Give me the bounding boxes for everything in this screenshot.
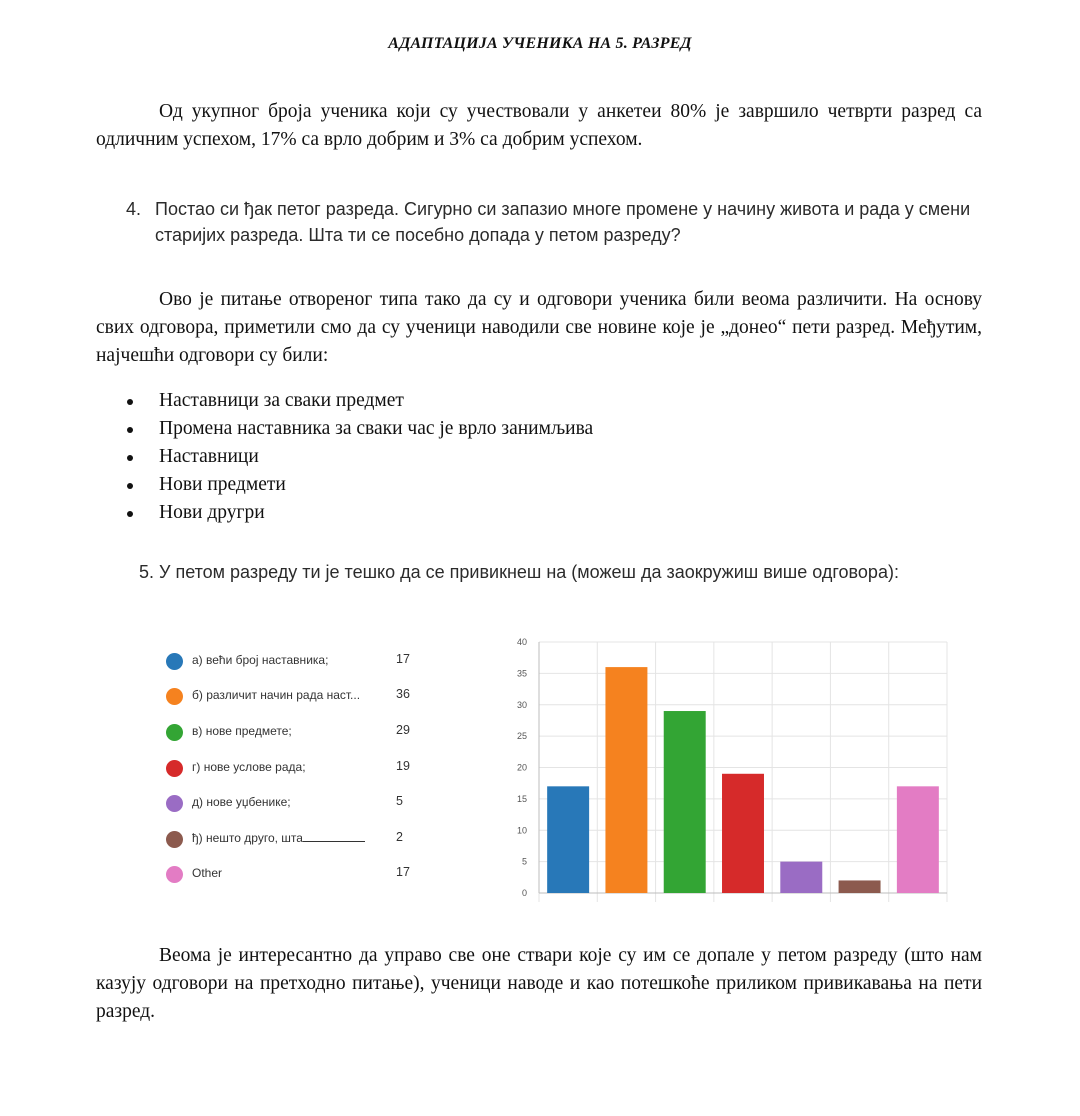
legend-label: Other xyxy=(192,866,223,880)
legend-item xyxy=(166,828,426,850)
legend-item xyxy=(166,792,426,814)
bar xyxy=(547,786,589,893)
legend-value: 19 xyxy=(396,759,410,773)
bar xyxy=(605,667,647,893)
list-item: Нови другри xyxy=(96,499,896,527)
legend-label: ђ) нешто друго, шта xyxy=(192,831,365,845)
question-4-number: 4. xyxy=(126,199,142,219)
bullet-icon xyxy=(127,511,133,517)
bar xyxy=(839,880,881,893)
legend-item xyxy=(166,757,426,779)
y-tick-label: 5 xyxy=(521,856,527,867)
document-title: АДАПТАЦИЈА УЧЕНИКА НА 5. РАЗРЕД xyxy=(388,35,692,52)
bar xyxy=(897,786,939,893)
legend-swatch-icon xyxy=(166,866,183,883)
legend-label: г) нове услове рада; xyxy=(192,760,306,774)
bar xyxy=(664,711,706,893)
bar xyxy=(780,862,822,893)
legend-label: д) нове уџбенике; xyxy=(192,795,291,809)
legend-value: 5 xyxy=(396,794,403,808)
legend-value: 36 xyxy=(396,687,410,701)
legend-label: в) нове предмете; xyxy=(192,724,292,738)
legend-item xyxy=(166,685,426,707)
blank-line xyxy=(303,831,365,842)
y-tick-label: 0 xyxy=(521,888,527,898)
legend-swatch-icon xyxy=(166,760,183,777)
y-tick-label: 20 xyxy=(516,762,527,773)
bullet-icon xyxy=(127,483,133,489)
y-tick-label: 10 xyxy=(516,825,527,836)
bar-chart xyxy=(500,630,955,912)
list-item: Наставници за сваки предмет xyxy=(96,387,896,415)
list-item: Наставници xyxy=(96,443,896,471)
legend-value: 17 xyxy=(396,652,410,666)
list-item: Нови предмети xyxy=(96,471,896,499)
legend-item xyxy=(166,650,426,672)
legend-swatch-icon xyxy=(166,688,183,705)
legend-swatch-icon xyxy=(166,795,183,812)
legend-value: 17 xyxy=(396,865,410,879)
y-tick-label: 35 xyxy=(516,668,527,679)
bar xyxy=(722,774,764,893)
y-tick-label: 40 xyxy=(516,637,527,647)
bullet-icon xyxy=(127,455,133,461)
y-tick-label: 15 xyxy=(516,793,527,804)
legend-swatch-icon xyxy=(166,724,183,741)
bullet-icon xyxy=(127,427,133,433)
question-4-text: Постао си ђак петог разреда. Сигурно си запазио многе промене у начину живота и рада у смени старијих разреда. Шта ти се посебно допада у петом разреду? xyxy=(155,199,971,245)
legend-value: 2 xyxy=(396,830,403,844)
legend-label: б) различит начин рада наст... xyxy=(192,688,361,702)
legend-swatch-icon xyxy=(166,831,183,848)
legend-label: а) већи број наставника; xyxy=(192,653,329,667)
answers-bullet-list xyxy=(96,387,896,527)
legend-item xyxy=(166,863,426,885)
conclusion-paragraph: Веома је интересантно да управо све оне ствари које су им се допале у петом разреду (што нам казују одговори на претходно питање), ученици наводе и као потешкоће приликом привикавања на пети разред. xyxy=(96,945,982,1022)
bullet-icon xyxy=(127,399,133,405)
legend-value: 29 xyxy=(396,723,410,737)
legend-item xyxy=(166,721,426,743)
y-tick-label: 30 xyxy=(516,699,527,710)
list-item: Промена наставника за сваки час је врло занимљива xyxy=(96,415,896,443)
legend-swatch-icon xyxy=(166,653,183,670)
question-5: 5. У петом разреду ти је тешко да се привикнеш на (можеш да заокружиш више одговора): xyxy=(139,562,899,582)
answers-paragraph: Ово је питање отвореног типа тако да су и одговори ученика били веома различити. На основу свих одговора, приметили смо да су ученици наводили све новине које је „донео“ пети разред. Међутим, најчешћи одговори су били: xyxy=(96,289,982,366)
intro-paragraph: Од укупног броја ученика који су учествовали у анкетеи 80% је завршило четврти разред са одличним успехом, 17% са врло добрим и 3% са добрим успехом. xyxy=(96,101,982,150)
y-tick-label: 25 xyxy=(516,731,527,742)
